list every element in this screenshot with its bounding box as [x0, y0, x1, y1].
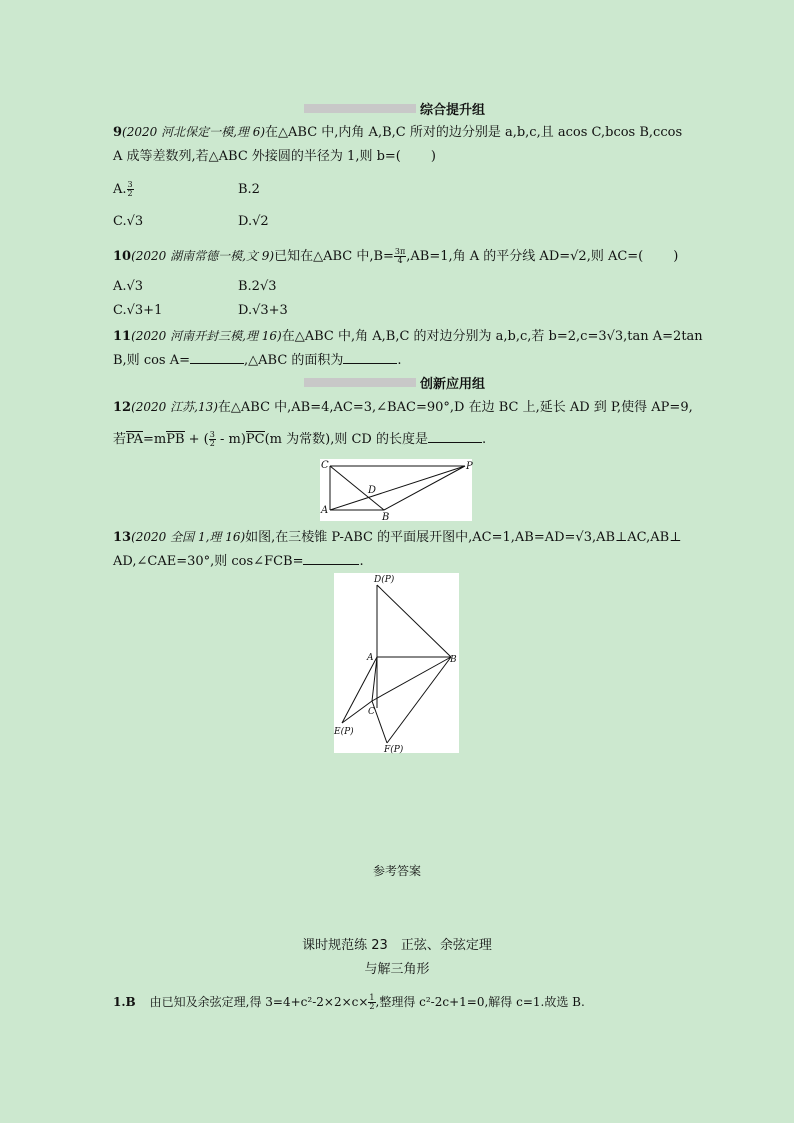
- question-source: (2020 河南开封三模,理 16): [131, 329, 282, 343]
- question-text: ,△ABC 的面积为: [244, 353, 344, 368]
- q10-option-c: C.√3+1: [113, 303, 163, 318]
- answers-title-line-2: 与解三角形: [364, 962, 430, 977]
- q9-option-c: C.√3: [113, 214, 144, 229]
- question-source: (2020 全国 1,理 16): [131, 530, 246, 544]
- answer-blank[interactable]: [343, 351, 397, 364]
- question-source: (2020 湖南常德一模,文 9): [131, 249, 275, 263]
- question-9-line-2: [113, 148, 436, 166]
- question-10-line: [113, 247, 678, 266]
- question-12-line-2: [113, 430, 486, 449]
- frac-den: 2: [127, 189, 133, 198]
- line-fb: [387, 657, 451, 743]
- q12-triangle-diagram: [320, 459, 472, 521]
- answers-title-line-1: 课时规范练 23 正弦、余弦定理: [302, 938, 492, 953]
- minus-m: - m): [215, 432, 246, 447]
- answers-heading: 参考答案: [372, 864, 421, 878]
- question-text: 在△ABC 中,AB=4,AC=3,∠BAC=90°,D 在边 BC 上,延长 AD 到 P,使得 AP=9,: [217, 400, 693, 415]
- answer-text: ,整理得 c²-2c+1=0,解得 c=1.故选 B.: [375, 995, 585, 1009]
- period: .: [397, 353, 402, 368]
- frac-den: 2: [209, 439, 215, 448]
- question-text: ,AB=1,角 A 的平分线 AD=√2,则 AC=(: [406, 249, 644, 264]
- line-cb: [372, 657, 451, 701]
- vector-pb: PB: [166, 432, 185, 447]
- fraction: [394, 248, 406, 265]
- question-text: 若: [113, 432, 127, 447]
- label-p: P: [466, 461, 473, 472]
- answer-blank[interactable]: [303, 552, 359, 565]
- question-text: B,则 cos A=: [113, 353, 191, 368]
- option-label: A.: [113, 182, 127, 197]
- label-e: E(P): [334, 727, 354, 737]
- label-c: C: [321, 460, 329, 471]
- answer-blank[interactable]: [190, 351, 244, 364]
- fraction: [209, 431, 216, 448]
- question-source: (2020 河北保定一模,理 6): [122, 125, 266, 139]
- line-db: [377, 585, 451, 657]
- section-bar: [304, 104, 416, 113]
- label-a: A: [367, 653, 374, 663]
- q13-net-diagram: [334, 573, 459, 753]
- plus: + (: [184, 432, 209, 447]
- period: .: [481, 432, 487, 447]
- line-ac: [372, 657, 377, 701]
- question-text: A 成等差数列,若△ABC 外接圆的半径为 1,则 b=(: [113, 149, 401, 164]
- question-11-line-2: [113, 351, 402, 370]
- q13-figure: [334, 573, 459, 753]
- label-f: F(P): [384, 745, 404, 755]
- q10-option-a: A.√3: [113, 279, 144, 294]
- question-text: AD,∠CAE=30°,则 cos∠FCB=: [113, 554, 304, 569]
- q9-option-a: [113, 181, 134, 199]
- paren-close: ): [673, 249, 679, 264]
- question-text: 在△ABC 中,内角 A,B,C 所对的边分别是 a,b,c,且 acos C,bcos B,ccos: [265, 125, 683, 140]
- frac-num: 3: [209, 430, 215, 439]
- q9-option-b: B.2: [238, 182, 260, 197]
- equals: =m: [142, 432, 167, 447]
- question-9-line-1: [113, 123, 682, 142]
- q9-option-d: D.√2: [238, 214, 269, 229]
- question-text: (m 为常数),则 CD 的长度是: [264, 432, 428, 447]
- q10-option-b: B.2√3: [238, 279, 277, 294]
- section-title: 综合提升组: [420, 102, 486, 118]
- label-c: C: [368, 707, 375, 717]
- frac-num: 1: [369, 993, 375, 1002]
- section-bar: [304, 378, 416, 387]
- label-d: D(P): [374, 575, 395, 585]
- question-13-line-1: [113, 528, 681, 547]
- answer-number: 1.B: [113, 995, 136, 1009]
- period: .: [359, 554, 364, 569]
- section-innovation-header: [304, 375, 486, 392]
- q12-figure: [320, 459, 472, 521]
- question-12-line-1: [113, 398, 693, 417]
- fraction: [368, 994, 375, 1011]
- label-d: D: [368, 485, 377, 496]
- frac-num: 3: [127, 180, 133, 189]
- question-number: 13: [113, 530, 132, 545]
- section-comprehensive-header: [304, 101, 486, 118]
- vector-pc: PC: [245, 432, 265, 447]
- question-number: 11: [113, 329, 132, 344]
- vector-pa: PA: [126, 432, 143, 447]
- fraction: [127, 181, 134, 198]
- question-text: 如图,在三棱锥 P-ABC 的平面展开图中,AC=1,AB=AD=√3,AB⊥AC,AB⊥: [245, 530, 682, 545]
- answer-text: 由已知及余弦定理,得 3=4+c²-2×2×c×: [149, 995, 369, 1009]
- question-text: 在△ABC 中,角 A,B,C 的对边分别为 a,b,c,若 b=2,c=3√3,tan A=2tan: [281, 329, 703, 344]
- question-text: 已知在△ABC 中,B=: [274, 249, 394, 264]
- section-title: 创新应用组: [420, 376, 486, 392]
- frac-den: 2: [369, 1002, 375, 1011]
- answer-1-line: [113, 993, 585, 1011]
- label-b: B: [382, 512, 390, 523]
- frac-den: 4: [397, 256, 403, 265]
- question-13-line-2: [113, 552, 364, 571]
- question-number: 12: [113, 400, 132, 415]
- question-number: 9: [113, 125, 123, 140]
- line-ap: [330, 466, 465, 510]
- question-number: 10: [113, 249, 132, 264]
- paren-close: ): [430, 149, 436, 164]
- question-11-line-1: [113, 327, 703, 346]
- label-a: A: [321, 505, 329, 516]
- frac-num: 3π: [394, 247, 406, 256]
- answer-blank[interactable]: [428, 430, 482, 443]
- label-b: B: [450, 655, 457, 665]
- question-source: (2020 江苏,13): [131, 400, 218, 414]
- q10-option-d: D.√3+3: [238, 303, 288, 318]
